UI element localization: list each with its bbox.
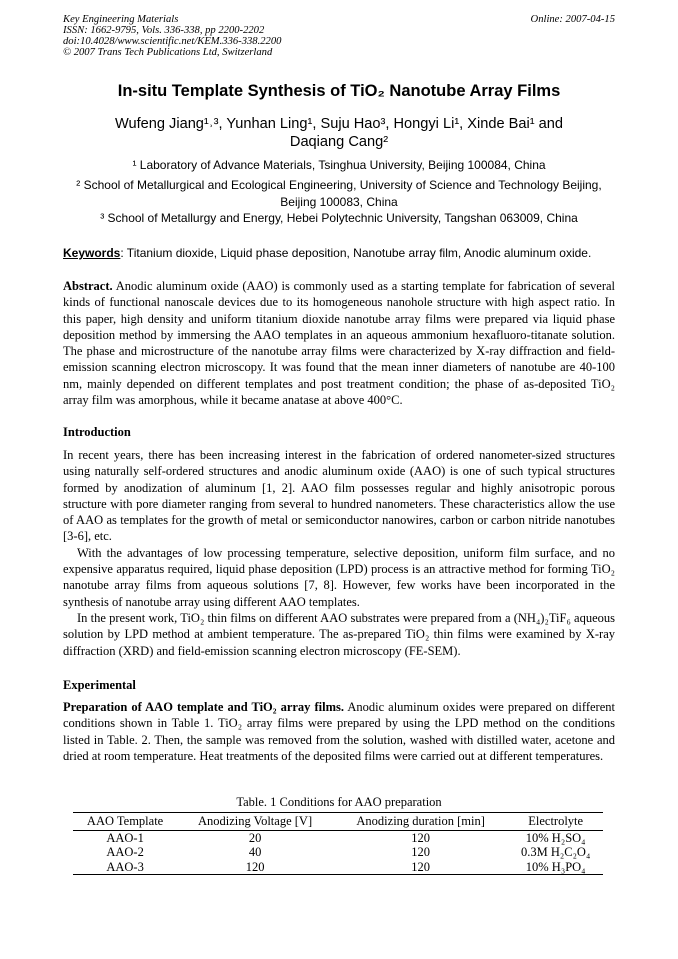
conditions-table <box>73 812 603 875</box>
table-cell: 120 <box>411 859 430 874</box>
table-cell: 10% H₂SO₄ <box>525 830 586 845</box>
keywords-label: Keywords <box>63 246 121 260</box>
abstract <box>63 278 615 408</box>
table-cell: AAO-3 <box>106 859 144 874</box>
column-header: Anodizing Voltage [V] <box>177 813 333 831</box>
table-cell: 40 <box>248 845 262 859</box>
table-row <box>73 860 603 875</box>
table-cell: 10% H₃PO₄ <box>525 859 586 874</box>
affiliation: ³ School of Metallurgy and Energy, Hebei Polytechnic University, Tangshan 063009, China <box>100 211 578 225</box>
abstract-label: Abstract. <box>63 279 113 293</box>
table-caption: Table. 1 Conditions for AAO preparation <box>236 795 442 809</box>
authors: Wufeng Jiang¹˒³, Yunhan Ling¹, Suju Hao³, Hongyi Li¹, Xinde Bai¹ and Daqiang Cang² <box>114 116 564 150</box>
abstract-text: Anodic aluminum oxide (AAO) is commonly used as a starting template for fabrication of several kinds of functional nanoscale devices due to its homogeneous nanohole structure with high aspect ratio. In this paper, high density and uniform titanium dioxide nanotube array films were prepared via liquid phase deposition method by immersing the AAO templates in an aqueous ammonium hexafluoro-titanate solution. The phase and microstructure of the nanotube array films were characterized by X-ray diffraction and field-emission scanning electron microscopy. It was found that the mean inner diameters of nanotube are 40-100 nm, mainly depended on different templates and post treatment condition; the phase of as-deposited TiO₂ array film was amorphous, while it became anatase at above 400°C. <box>63 279 615 408</box>
paper-title: In-situ Template Synthesis of TiO₂ Nanotube Array Films <box>117 82 561 100</box>
table-row <box>73 830 603 845</box>
affiliation: ² School of Metallurgical and Ecological Engineering, University of Science and Technology Beijing, Beijing 100083, China <box>76 178 602 209</box>
paragraph: With the advantages of low processing temperature, selective deposition, uniform film surface, and no expensive apparatus required, liquid phase deposition (LPD) process is an attractive method for forming TiO₂ nanotube array films from aqueous solutions [7, 8]. However, few works have been incorporated in the synthesis of nanotube array using different AAO templates. <box>63 545 615 609</box>
table-cell: 20 <box>248 830 262 845</box>
column-header: AAO Template <box>73 813 177 831</box>
paragraph: In recent years, there has been increasing interest in the fabrication of ordered nanometer-sized structures using naturally self-ordered structures and anodic aluminum oxide (AAO) is one of such typical structures formed by anodization of aluminum [1, 2]. AAO film possesses regular and highly anisotropic porous structure with pore diameter ranging from several to hundred nanometers. These characteristics allow the use of AAO as templates for the growth of metal or semiconductor nanowires, carbon or carbon nitride nanotubes [3-6], etc. <box>63 448 615 544</box>
table-cell: 120 <box>411 830 430 845</box>
header-line: © 2007 Trans Tech Publications Ltd, Switzerland <box>63 47 273 58</box>
online-date: Online: 2007-04-15 <box>530 14 615 25</box>
table-row <box>73 845 603 860</box>
subheading: Preparation of AAO template and TiO₂ array films. <box>63 700 344 714</box>
introduction-body <box>63 447 615 659</box>
column-header: Anodizing duration [min] <box>333 813 508 831</box>
header-line: doi:10.4028/www.scientific.net/KEM.336-338.2200 <box>63 36 282 47</box>
journal-header <box>63 14 615 58</box>
keywords <box>63 246 618 260</box>
experimental-body <box>63 699 615 764</box>
column-header: Electrolyte <box>508 813 603 831</box>
table-cell: AAO-2 <box>106 845 144 859</box>
paragraph: Anodic aluminum oxides were prepared on different conditions shown in Table 1. TiO₂ array films were prepared by using the LPD method on the conditions listed in Table. 2. Then, the sample was removed from the solution, washed with distilled water, acetone and dried at room temperature. Heat treatments of the deposited films were carried out at different temperatures. <box>63 700 615 763</box>
table-header-row <box>73 813 603 831</box>
section-heading: Introduction <box>63 425 131 439</box>
table-cell: AAO-1 <box>106 830 144 845</box>
header-line: ISSN: 1662-9795, Vols. 336-338, pp 2200-2202 <box>63 25 265 36</box>
section-heading: Experimental <box>63 678 136 692</box>
keywords-text: : Titanium dioxide, Liquid phase deposition, Nanotube array film, Anodic aluminum oxide. <box>120 246 592 260</box>
affiliation: ¹ Laboratory of Advance Materials, Tsinghua University, Beijing 100084, China <box>132 158 546 172</box>
paragraph: In the present work, TiO₂ thin films on different AAO substrates were prepared from a (NH₄)₂TiF₆ aqueous solution by LPD method at ambient temperature. The as-prepared TiO₂ thin films were examined by X-ray diffraction (XRD) and field-emission scanning electron microscopy (FE-SEM). <box>63 610 615 658</box>
header-line: Key Engineering Materials <box>63 14 179 25</box>
table-cell: 0.3M H₂C₂O₄ <box>520 845 591 859</box>
table-cell: 120 <box>411 845 430 859</box>
table-cell: 120 <box>245 859 265 874</box>
